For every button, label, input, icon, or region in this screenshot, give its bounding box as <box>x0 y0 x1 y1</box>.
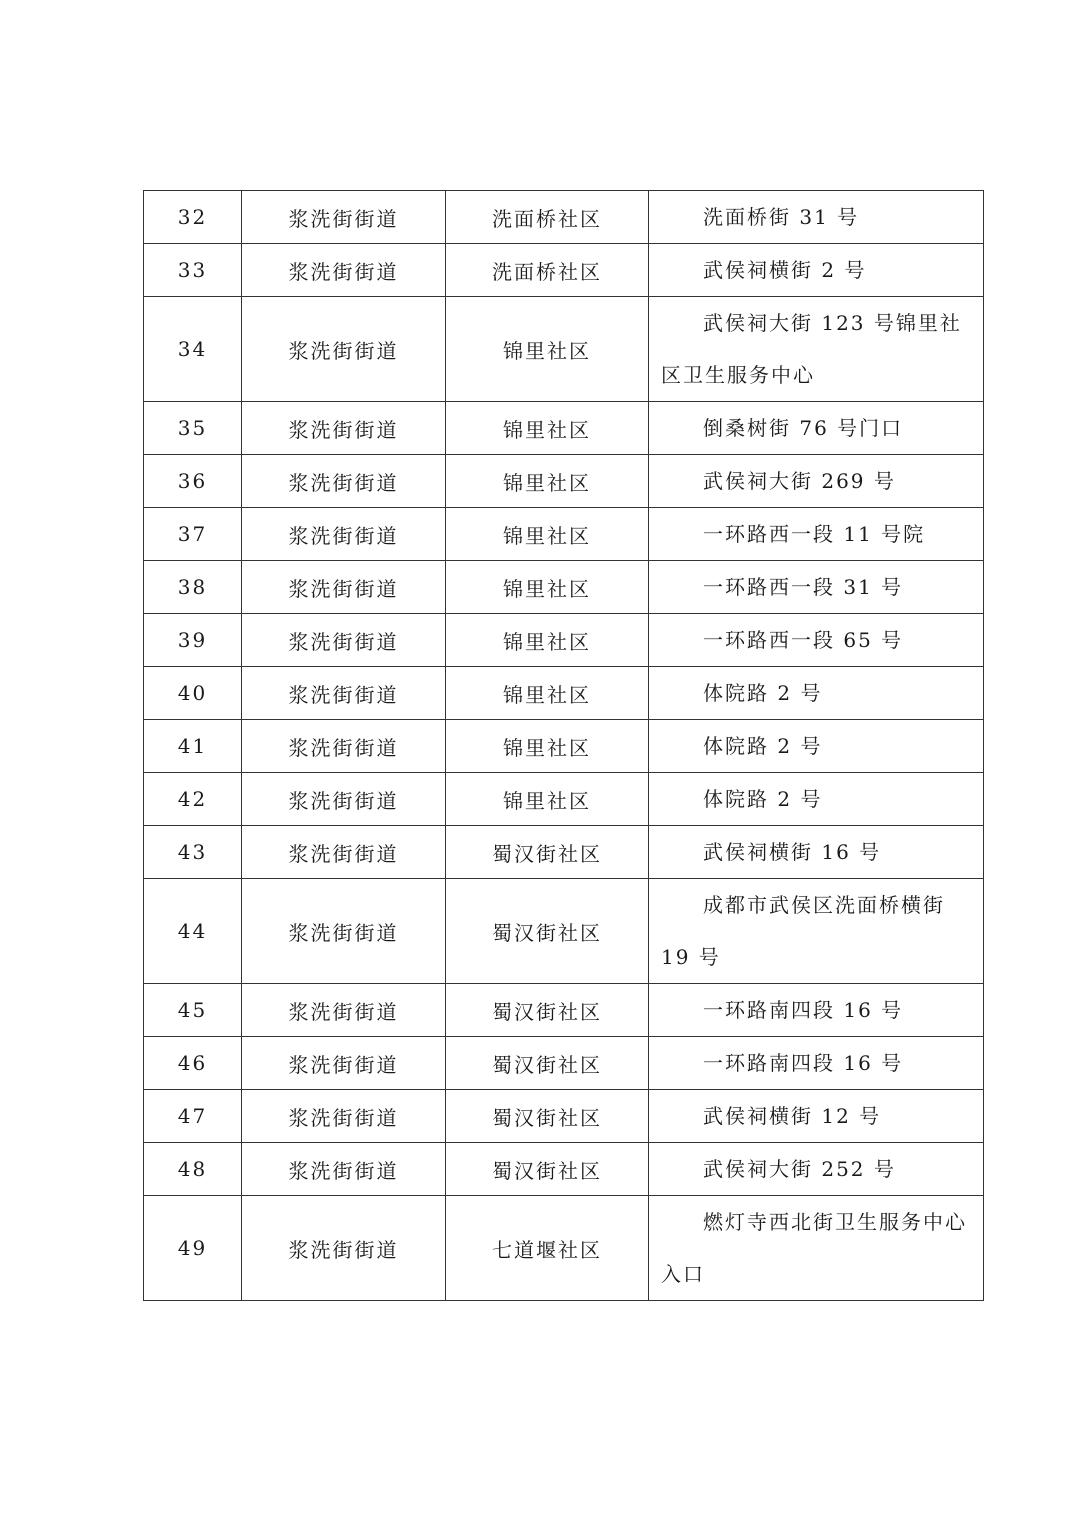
address-cell: 武侯祠大街 123 号锦里社区卫生服务中心 <box>649 297 984 402</box>
community-cell: 锦里社区 <box>446 614 649 667</box>
street-cell: 浆洗街街道 <box>242 773 446 826</box>
row-number: 45 <box>144 984 242 1037</box>
address-cell: 洗面桥街 31 号 <box>649 191 984 244</box>
community-cell: 洗面桥社区 <box>446 191 649 244</box>
row-number: 43 <box>144 826 242 879</box>
address-cell: 体院路 2 号 <box>649 720 984 773</box>
table-row <box>144 879 984 984</box>
row-number: 40 <box>144 667 242 720</box>
row-number: 32 <box>144 191 242 244</box>
address-table <box>143 190 984 1301</box>
table-row <box>144 773 984 826</box>
street-cell: 浆洗街街道 <box>242 508 446 561</box>
street-cell: 浆洗街街道 <box>242 402 446 455</box>
address-cell: 体院路 2 号 <box>649 667 984 720</box>
table-row <box>144 508 984 561</box>
address-cell: 倒桑树街 76 号门口 <box>649 402 984 455</box>
row-number: 36 <box>144 455 242 508</box>
table-row <box>144 1196 984 1301</box>
street-cell: 浆洗街街道 <box>242 1143 446 1196</box>
community-cell: 锦里社区 <box>446 455 649 508</box>
street-cell: 浆洗街街道 <box>242 561 446 614</box>
row-number: 37 <box>144 508 242 561</box>
row-number: 41 <box>144 720 242 773</box>
row-number: 47 <box>144 1090 242 1143</box>
street-cell: 浆洗街街道 <box>242 720 446 773</box>
address-cell: 体院路 2 号 <box>649 773 984 826</box>
community-cell: 锦里社区 <box>446 720 649 773</box>
table-row <box>144 614 984 667</box>
address-cell: 一环路南四段 16 号 <box>649 984 984 1037</box>
table-row <box>144 1090 984 1143</box>
community-cell: 蜀汉街社区 <box>446 984 649 1037</box>
community-cell: 锦里社区 <box>446 667 649 720</box>
community-cell: 锦里社区 <box>446 773 649 826</box>
row-number: 34 <box>144 297 242 402</box>
community-cell: 锦里社区 <box>446 561 649 614</box>
address-cell: 燃灯寺西北街卫生服务中心入口 <box>649 1196 984 1301</box>
address-cell: 武侯祠横街 12 号 <box>649 1090 984 1143</box>
street-cell: 浆洗街街道 <box>242 614 446 667</box>
community-cell: 锦里社区 <box>446 508 649 561</box>
row-number: 35 <box>144 402 242 455</box>
street-cell: 浆洗街街道 <box>242 297 446 402</box>
address-cell: 武侯祠横街 2 号 <box>649 244 984 297</box>
table-row <box>144 561 984 614</box>
table-row <box>144 1037 984 1090</box>
row-number: 42 <box>144 773 242 826</box>
street-cell: 浆洗街街道 <box>242 1196 446 1301</box>
table-row <box>144 667 984 720</box>
table-row <box>144 191 984 244</box>
community-cell: 锦里社区 <box>446 297 649 402</box>
community-cell: 蜀汉街社区 <box>446 1143 649 1196</box>
address-cell: 武侯祠大街 269 号 <box>649 455 984 508</box>
table-body <box>144 191 984 1301</box>
table-row <box>144 402 984 455</box>
row-number: 39 <box>144 614 242 667</box>
street-cell: 浆洗街街道 <box>242 1090 446 1143</box>
address-cell: 一环路西一段 65 号 <box>649 614 984 667</box>
street-cell: 浆洗街街道 <box>242 455 446 508</box>
table-row <box>144 244 984 297</box>
address-cell: 成都市武侯区洗面桥横街 19 号 <box>649 879 984 984</box>
address-cell: 一环路西一段 31 号 <box>649 561 984 614</box>
table-row <box>144 455 984 508</box>
row-number: 49 <box>144 1196 242 1301</box>
community-cell: 洗面桥社区 <box>446 244 649 297</box>
street-cell: 浆洗街街道 <box>242 191 446 244</box>
community-cell: 蜀汉街社区 <box>446 826 649 879</box>
street-cell: 浆洗街街道 <box>242 879 446 984</box>
table-row <box>144 297 984 402</box>
address-cell: 武侯祠横街 16 号 <box>649 826 984 879</box>
community-cell: 七道堰社区 <box>446 1196 649 1301</box>
street-cell: 浆洗街街道 <box>242 244 446 297</box>
row-number: 46 <box>144 1037 242 1090</box>
row-number: 33 <box>144 244 242 297</box>
table-row <box>144 1143 984 1196</box>
street-cell: 浆洗街街道 <box>242 984 446 1037</box>
table-row <box>144 984 984 1037</box>
community-cell: 蜀汉街社区 <box>446 1090 649 1143</box>
street-cell: 浆洗街街道 <box>242 667 446 720</box>
table-row <box>144 826 984 879</box>
community-cell: 锦里社区 <box>446 402 649 455</box>
address-cell: 武侯祠大街 252 号 <box>649 1143 984 1196</box>
row-number: 48 <box>144 1143 242 1196</box>
address-cell: 一环路西一段 11 号院 <box>649 508 984 561</box>
row-number: 38 <box>144 561 242 614</box>
community-cell: 蜀汉街社区 <box>446 879 649 984</box>
community-cell: 蜀汉街社区 <box>446 1037 649 1090</box>
row-number: 44 <box>144 879 242 984</box>
street-cell: 浆洗街街道 <box>242 1037 446 1090</box>
street-cell: 浆洗街街道 <box>242 826 446 879</box>
table-row <box>144 720 984 773</box>
address-cell: 一环路南四段 16 号 <box>649 1037 984 1090</box>
